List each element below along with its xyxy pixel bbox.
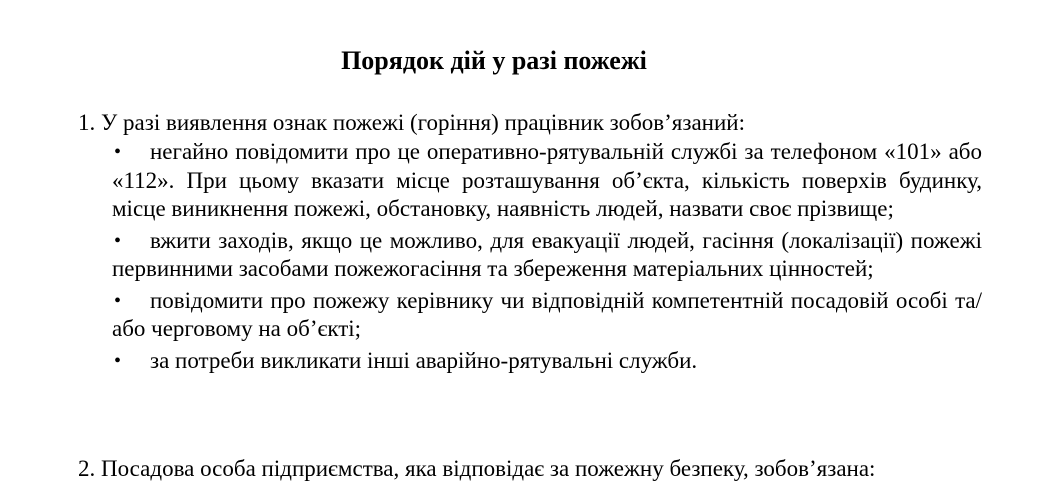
section-1-bullet-list — [112, 138, 982, 378]
bullet-icon: • — [114, 349, 122, 372]
bullet-icon: • — [114, 229, 122, 252]
bullet-icon: • — [114, 141, 122, 163]
bullet-item-4 — [112, 347, 982, 376]
bullet-text: повідомити про пожежу керівнику чи відповідній компетентній посадовій особі та/або черговому на об’єкті; — [112, 287, 982, 341]
bullet-icon: • — [114, 289, 122, 312]
bullet-text: вжити заходів, якщо це можливо, для евакуації людей, гасіння (локалізації) пожежі первинними засобами пожежогасіння та збереження матеріальних цінностей; — [112, 227, 982, 281]
section-2-heading: 2. Посадова особа підприємства, яка відповідає за пожежну безпеку, зобов’язана: — [78, 456, 876, 481]
bullet-text: за потреби викликати інші аварійно-рятувальні служби. — [150, 347, 698, 373]
bullet-item-2 — [112, 227, 982, 284]
bullet-text: негайно повідомити про це оперативно-рятувальній службі за телефоном «101» або «112». При цьому вказати місце розташування об’єкта, кількість поверхів будинку, місце виникнення пожежі, обстановку, наявність людей, назвати своє прізвище; — [112, 139, 982, 221]
section-1-heading: 1. У разі виявлення ознак пожежі (горіння) працівник зобов’язаний: — [78, 110, 745, 135]
document-title: Порядок дій у разі пожежі — [341, 46, 647, 75]
bullet-item-1 — [112, 138, 982, 224]
bullet-item-3 — [112, 287, 982, 344]
